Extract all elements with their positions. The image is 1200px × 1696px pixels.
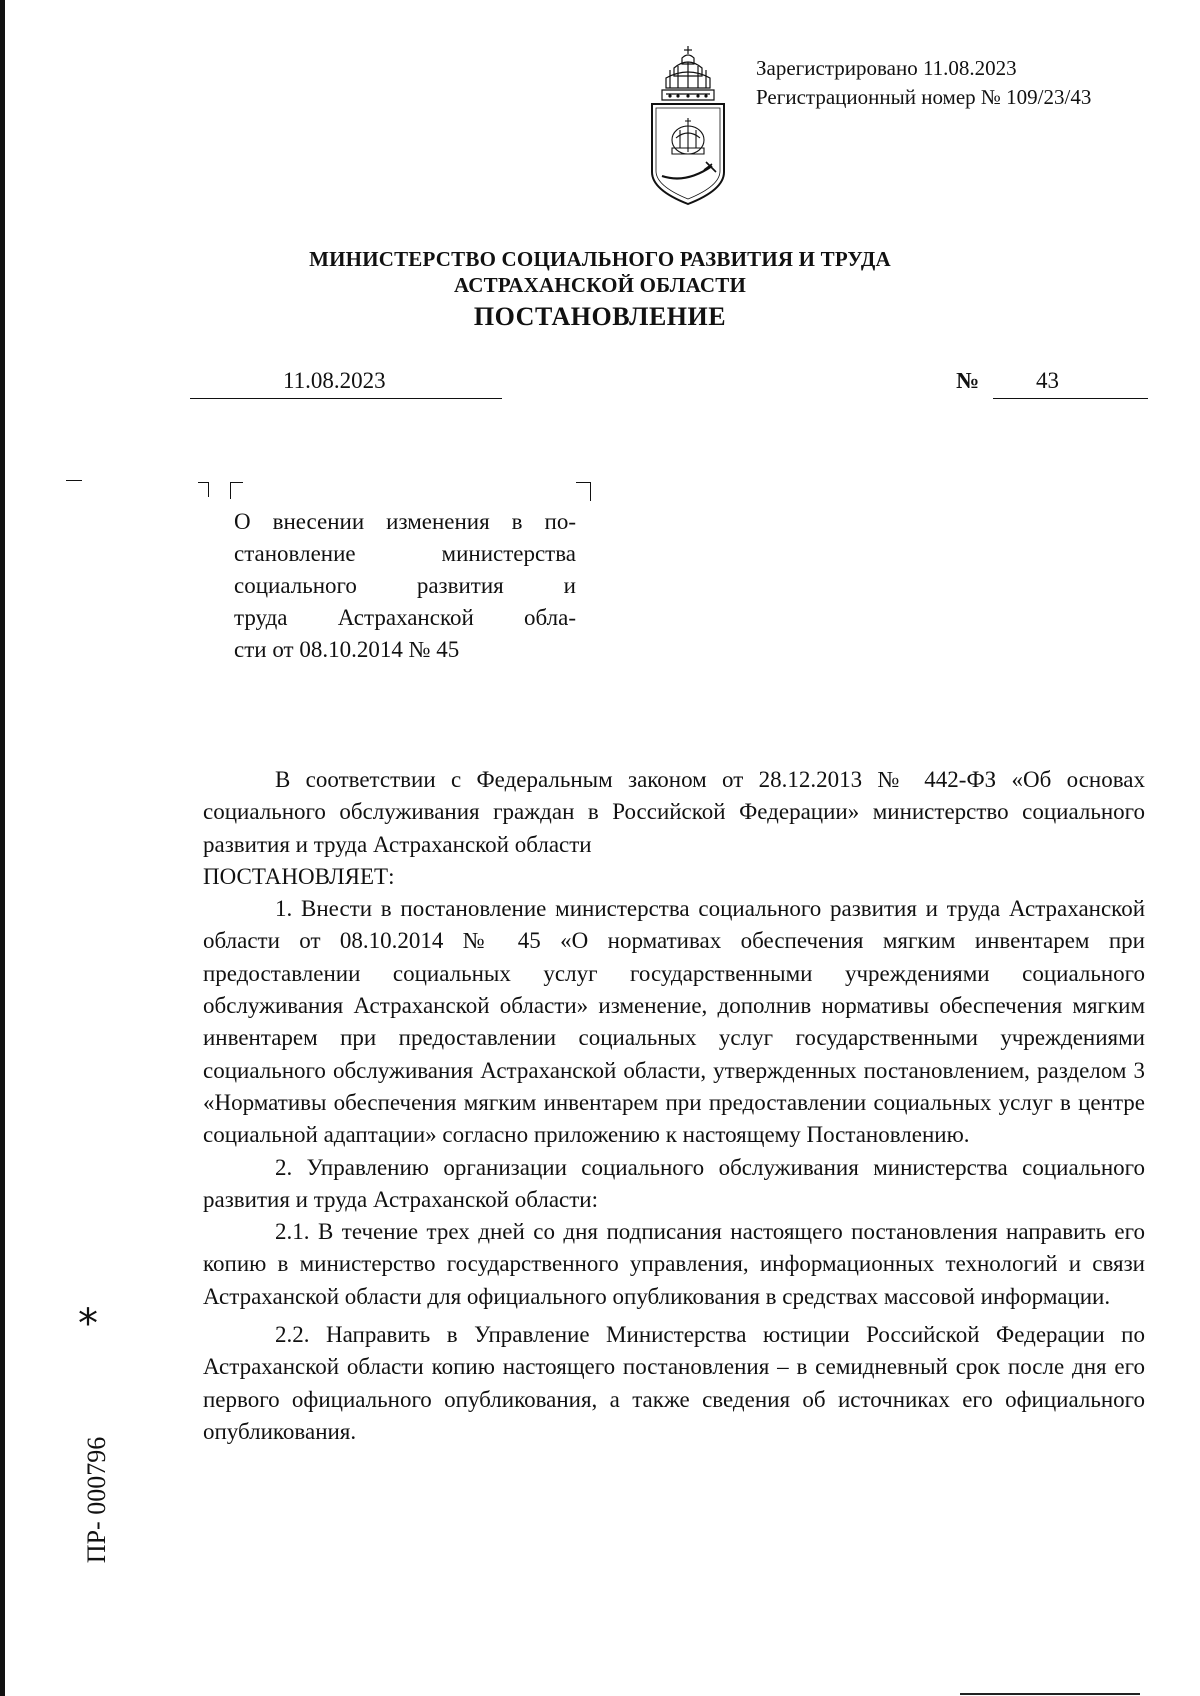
document-number: 43 [1036, 368, 1059, 393]
clause-2-2: 2.2. Направить в Управление Министерства юстиции Российской Федерации по Астраханской области копию настоящего постановления – в семидневный срок после дня его первого официального опубликования, а также сведения об источниках его официального опубликования. [203, 1322, 1145, 1444]
number-underline [993, 398, 1148, 399]
ministry-name-line1: МИНИСТЕРСТВО СОЦИАЛЬНОГО РАЗВИТИЯ И ТРУДА [309, 247, 891, 271]
document-subject [234, 506, 576, 666]
subject-line: социального развития и [234, 573, 576, 598]
document-date: 11.08.2023 [283, 368, 386, 393]
clause-2-1: 2.1. В течение трех дней со дня подписания настоящего постановления направить его копию в министерство государственного управления, информационных технологий и связи Астраханской области для официального опубликования в средствах массовой информации. [203, 1219, 1145, 1309]
number-sign: № [956, 368, 980, 393]
subject-line: труда Астраханской обла- [234, 605, 576, 630]
margin-asterisk: * [78, 1301, 98, 1347]
document-header [0, 246, 1200, 334]
registration-stamp [756, 54, 1091, 112]
clause-1: 1. Внести в постановление министерства социального развития и труда Астраханской области от 08.10.2014 № 45 «О нормативах обеспечения мягким инвентарем при предоставлении социальных услуг государственными учреждениями социального обслуживания Астраханской области» изменение, дополнив нормативы обеспечения мягким инвентарем при предоставлении социальных услуг государственными учреждениями социального обслуживания Астраханской области, утвержденных постановлением, разделом 3 «Нормативы обеспечения мягким инвентарем при предоставлении социальных услуг в центре социальной адаптации» согласно приложению к настоящему Постановлению. [203, 896, 1145, 1148]
ministry-name-line2: АСТРАХАНСКОЙ ОБЛАСТИ [453, 273, 747, 297]
subject-line: сти от 08.10.2014 № 45 [234, 637, 460, 662]
date-underline [190, 398, 502, 399]
subject-corner-mark [198, 482, 209, 497]
preamble-paragraph: В соответствии с Федеральным законом от 28.12.2013 № 442-ФЗ «Об основах социального обслуживания граждан в Российской Федерации» министерство социального развития и труда Астраханской области [203, 767, 1145, 857]
subject-line: становление министерства [234, 541, 576, 566]
document-type: ПОСТАНОВЛЕНИЕ [473, 302, 727, 331]
page-bottom-line [960, 1693, 1140, 1695]
subject-corner-mark [230, 482, 243, 499]
subject-line: О внесении изменения в по- [234, 509, 576, 534]
subject-corner-mark [576, 482, 591, 501]
margin-dash [66, 480, 82, 481]
document-body [203, 764, 1145, 1448]
clause-2: 2. Управлению организации социального обслуживания министерства социального развития и труда Астраханской области: [203, 1154, 1145, 1212]
registration-date: Зарегистрировано 11.08.2023 [756, 56, 1017, 80]
astrakhan-coat-of-arms-icon [646, 44, 730, 208]
resolves-line: ПОСТАНОВЛЯЕТ: [203, 863, 395, 889]
margin-code-text: ПР- 000796 [82, 1436, 111, 1564]
registration-number: Регистрационный номер № 109/23/43 [756, 85, 1092, 109]
